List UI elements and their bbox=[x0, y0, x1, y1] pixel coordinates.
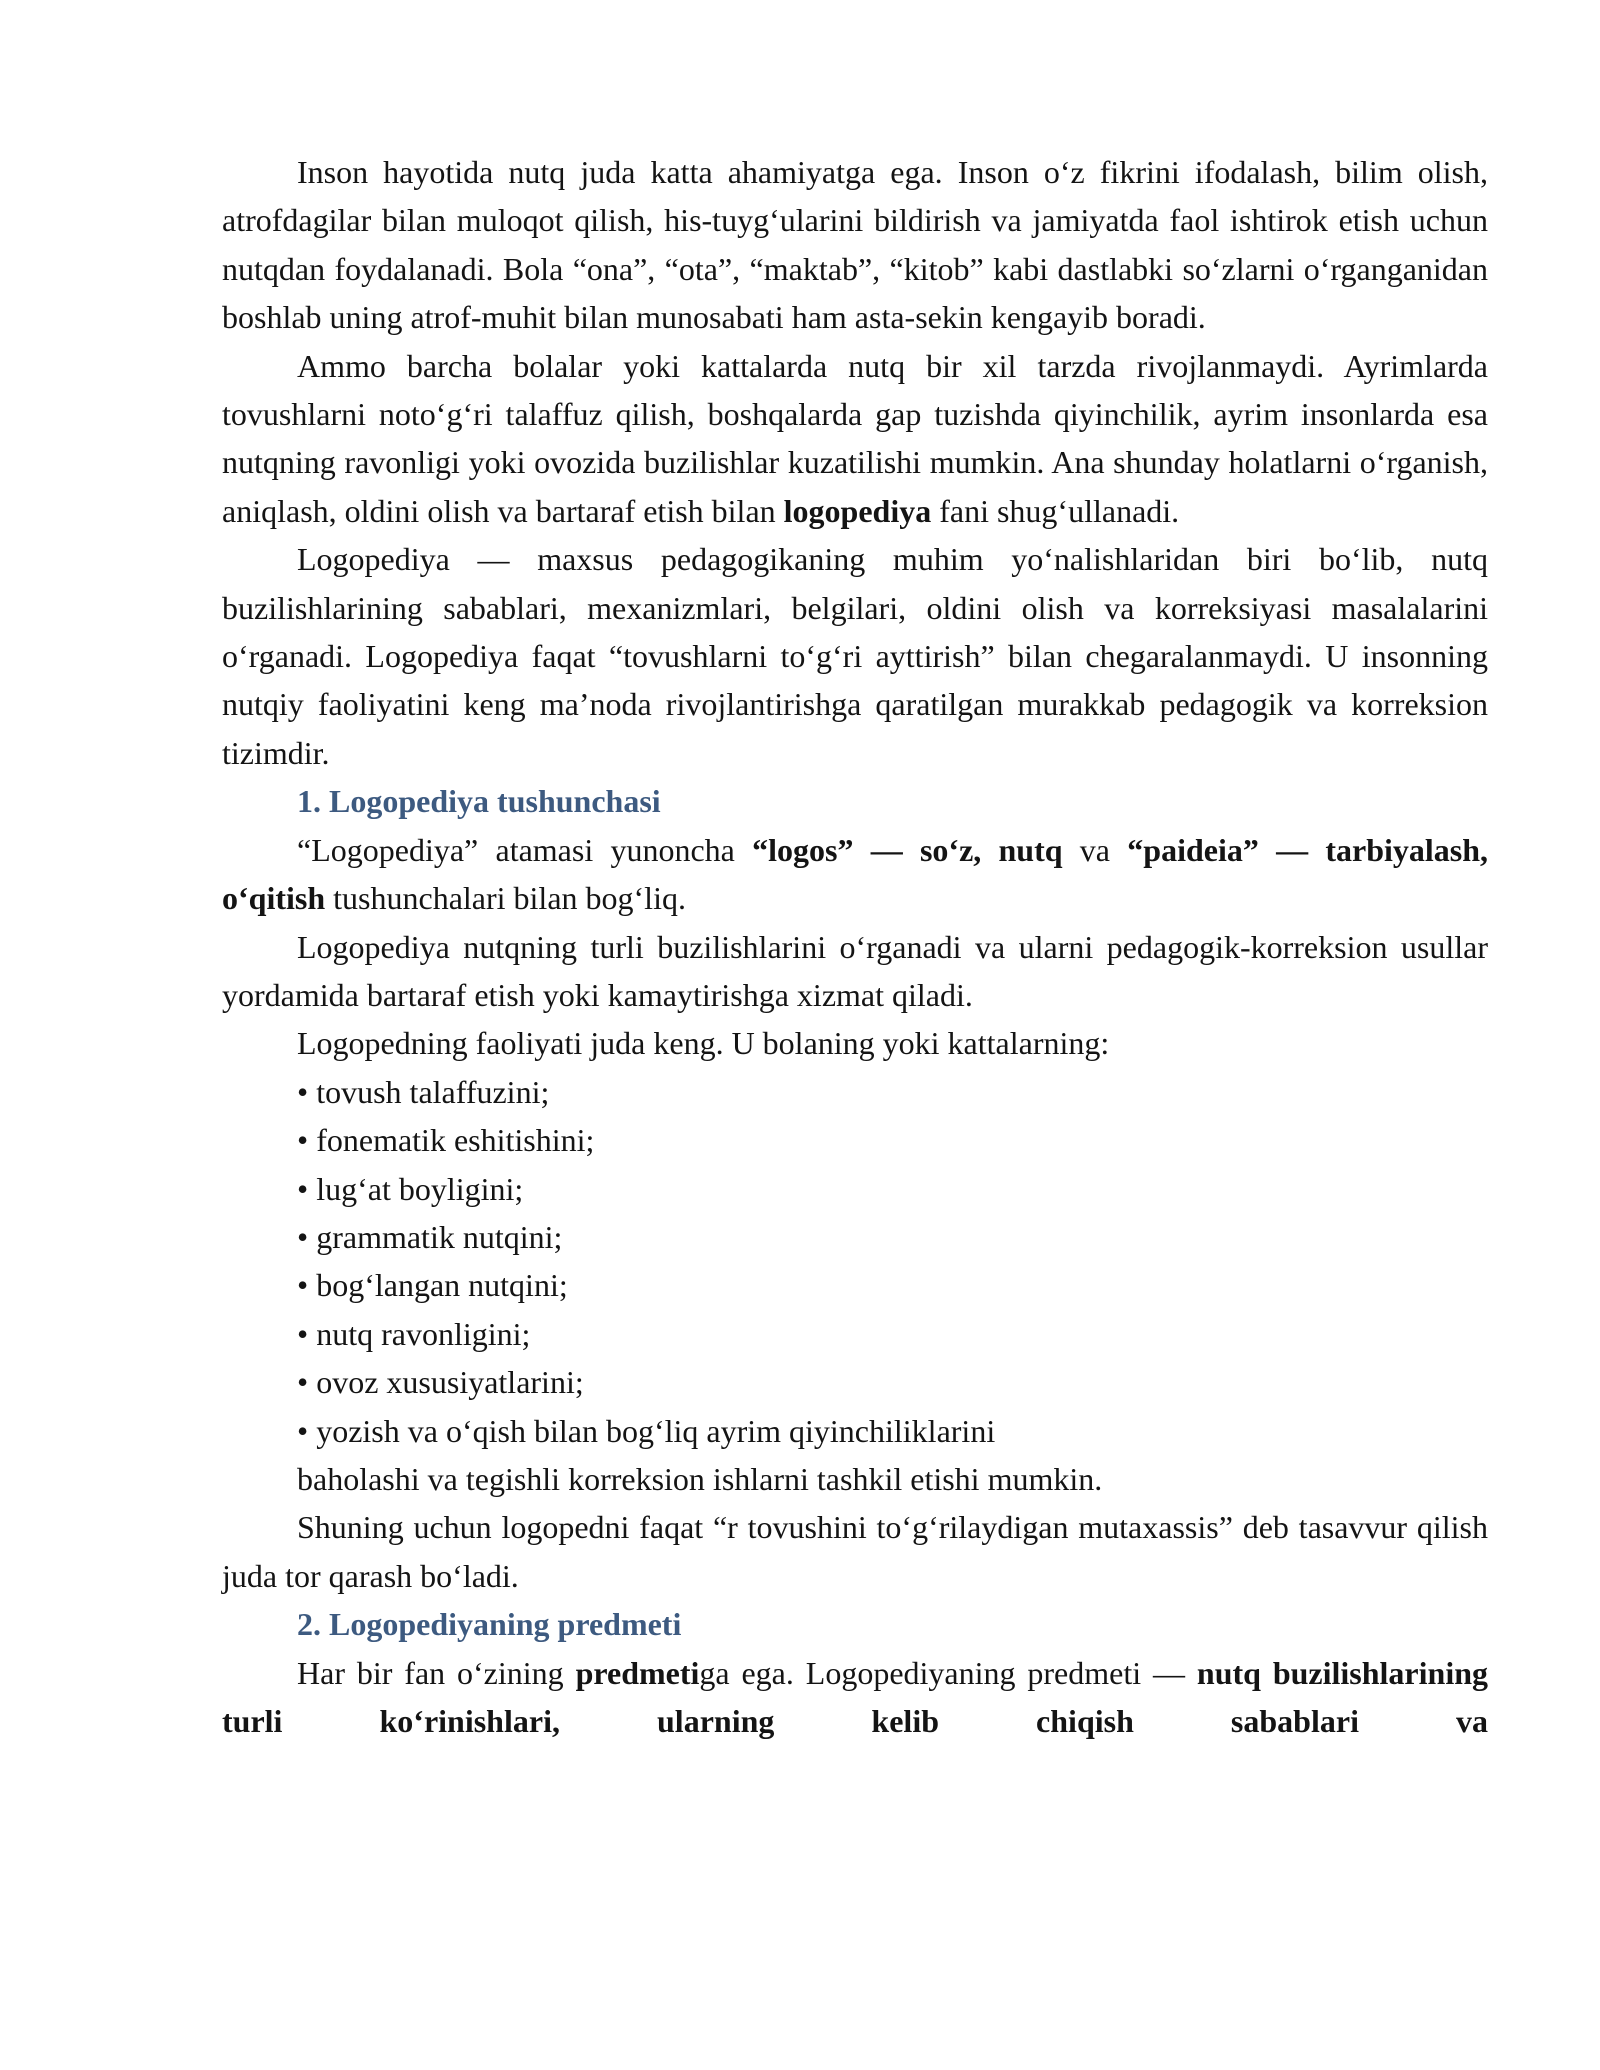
paragraph-conclusion: Shuning uchun logopedni faqat “r tovushini to‘g‘rilaydigan mutaxassis” deb tasavvur qilish juda tor qarash bo‘ladi. bbox=[222, 1509, 1488, 1594]
list-item: • ovoz xususiyatlarini; bbox=[297, 1364, 584, 1401]
etymology-text-e: tushunchalari bilan bog‘liq. bbox=[325, 880, 686, 917]
list-item: • nutq ravonligini; bbox=[297, 1315, 531, 1352]
paragraph-text-end: fani shug‘ullanadi. bbox=[931, 492, 1180, 529]
etymology-text-c: va bbox=[1062, 831, 1128, 868]
subject-bold-definition: nutq buzilishlarining turli ko‘rinishlari, ularning kelib chiqish sabablari va bbox=[222, 1654, 1489, 1739]
paragraph-list-continuation: baholashi va tegishli korreksion ishlarni tashkil etishi mumkin. bbox=[297, 1460, 1103, 1497]
etymology-text-a: “Logopediya” atamasi yunoncha bbox=[297, 831, 753, 868]
paragraph-definition: Logopediya — maxsus pedagogikaning muhim yo‘nalishlaridan biri bo‘lib, nutq buzilishlarining sabablari, mexanizmlari, belgilari, oldini olish va korreksiyasi masalalarini o‘rganadi. Logopediya faqat “tovushlarni to‘g‘ri ayttirish” bilan chegaralanmaydi. U insonning nutqiy faoliyatini keng ma’noda rivojlantirishga qaratilgan murakkab pedagogik va korreksion tizimdir. bbox=[222, 541, 1488, 771]
list-item: • grammatik nutqini; bbox=[297, 1218, 563, 1255]
paragraph-text: Ammo barcha bolalar yoki kattalarda nutq bir xil tarzda rivojlanmaydi. Ayrimlarda tovushlarni noto‘g‘ri talaffuz qilish, boshqalarda gap tuzishda qiyinchilik, ayrim insonlarda esa nutqning ravonligi yoki ovozida buzilishlar kuzatilishi mumkin. Ana shunday holatlarni o‘rganish, aniqlash, oldini olish va bartaraf etish bilan bbox=[222, 347, 1488, 529]
etymology-logos: “logos” — so‘z, nutq bbox=[752, 831, 1063, 868]
paragraph-purpose: Logopediya nutqning turli buzilishlarini o‘rganadi va ularni pedagogik-korreksion usullar yordamida bartaraf etish yoki kamaytirishga xizmat qiladi. bbox=[222, 928, 1488, 1013]
section-heading-1: 1. Logopediya tushunchasi bbox=[297, 783, 661, 820]
list-item: • tovush talaffuzini; bbox=[297, 1073, 550, 1110]
bullet-list bbox=[222, 1068, 1488, 1455]
list-item: • yozish va o‘qish bilan bog‘liq ayrim qiyinchiliklarini bbox=[297, 1412, 996, 1449]
paragraph-etymology bbox=[222, 826, 1488, 923]
section-heading-2: 2. Logopediyaning predmeti bbox=[297, 1606, 682, 1643]
list-item: • fonematik eshitishini; bbox=[297, 1122, 595, 1159]
bold-term-predmeti: predmeti bbox=[575, 1654, 700, 1691]
etymology-paideia: “paideia” — tarbiyalash, o‘qitish bbox=[222, 831, 1489, 917]
list-item: • lug‘at boyligini; bbox=[297, 1170, 524, 1207]
subject-text-a: Har bir fan o‘zining bbox=[297, 1654, 576, 1691]
paragraph-subject bbox=[222, 1649, 1488, 1746]
paragraph-activity-intro: Logopedning faoliyati juda keng. U bolaning yoki kattalarning: bbox=[297, 1025, 1110, 1062]
document-page bbox=[222, 148, 1488, 1745]
bold-term-logopediya: logopediya bbox=[783, 492, 932, 529]
paragraph-speech-disorders bbox=[222, 342, 1488, 536]
list-item: • bog‘langan nutqini; bbox=[297, 1267, 568, 1304]
subject-text-c: ga ega. Logopediyaning predmeti — bbox=[699, 1654, 1197, 1691]
paragraph-intro: Inson hayotida nutq juda katta ahamiyatga ega. Inson o‘z fikrini ifodalash, bilim olish, atrofdagilar bilan muloqot qilish, his-tuyg‘ularini bildirish va jamiyatda faol ishtirok etish uchun nutqdan foydalanadi. Bola “ona”, “ota”, “maktab”, “kitob” kabi dastlabki so‘zlarni o‘rganganidan boshlab uning atrof-muhit bilan munosabati ham asta-sekin kengayib boradi. bbox=[222, 154, 1488, 336]
